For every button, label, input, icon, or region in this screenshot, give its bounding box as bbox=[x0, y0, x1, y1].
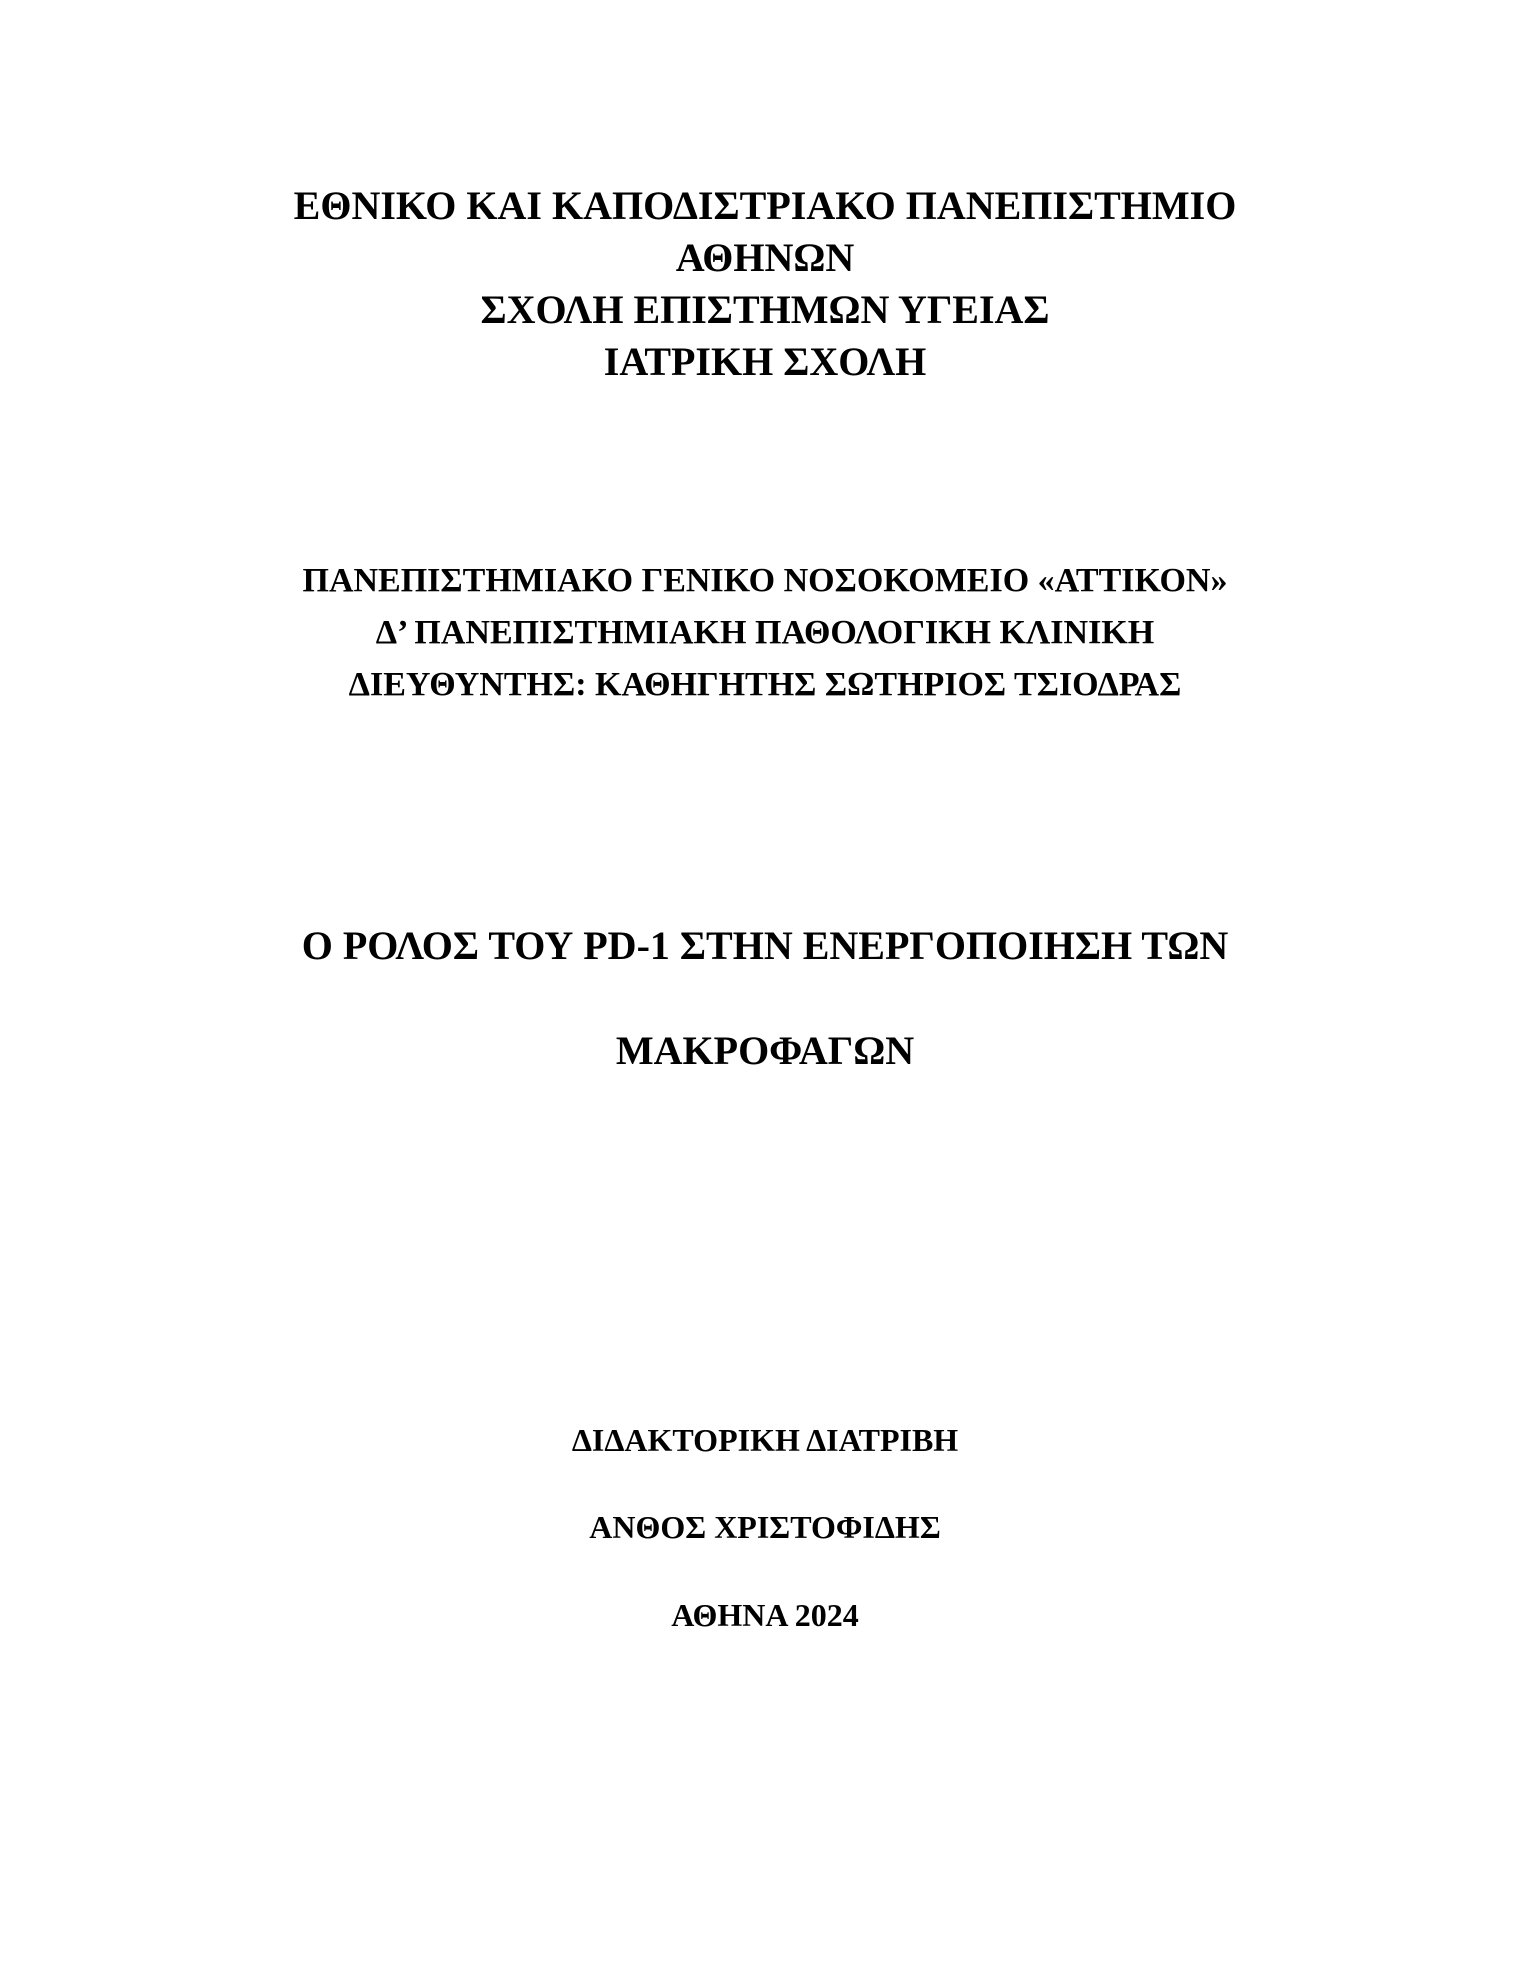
hospital-name: ΠΑΝΕΠΙΣΤΗΜΙΑΚΟ ΓΕΝΙΚΟ ΝΟΣΟΚΟΜΕΙΟ «ΑΤΤΙΚΟΝ» bbox=[302, 562, 1228, 599]
faculty-name: ΙΑΤΡΙΚΗ ΣΧΟΛΗ bbox=[603, 339, 927, 384]
author-name: ΑΝΘΟΣ ΧΡΙΣΤΟΦΙΔΗΣ bbox=[589, 1509, 941, 1545]
thesis-type: ΔΙΔΑΚΤΟΡΙΚΗ ΔΙΑΤΡΙΒΗ bbox=[571, 1422, 959, 1458]
thesis-title-line1: Ο ΡΟΛΟΣ ΤΟΥ PD-1 ΣΤΗΝ ΕΝΕΡΓΟΠΟΙΗΣΗ ΤΩΝ bbox=[301, 923, 1229, 968]
director-name: ΔΙΕΥΘΥΝΤΗΣ: ΚΑΘΗΓΗΤΗΣ ΣΩΤΗΡΙΟΣ ΤΣΙΟΔΡΑΣ bbox=[348, 666, 1182, 703]
university-name-line2: ΑΘΗΝΩΝ bbox=[675, 235, 855, 280]
thesis-title-line2: ΜΑΚΡΟΦΑΓΩΝ bbox=[615, 1028, 915, 1073]
university-name-line1: ΕΘΝΙΚΟ ΚΑΙ ΚΑΠΟΔΙΣΤΡΙΑΚΟ ΠΑΝΕΠΙΣΤΗΜΙΟ bbox=[293, 183, 1237, 228]
school-name: ΣΧΟΛΗ ΕΠΙΣΤΗΜΩΝ ΥΓΕΙΑΣ bbox=[480, 287, 1050, 332]
clinic-name: Δ’ ΠΑΝΕΠΙΣΤΗΜΙΑΚΗ ΠΑΘΟΛΟΓΙΚΗ ΚΛΙΝΙΚΗ bbox=[375, 614, 1155, 651]
place-year: ΑΘΗΝΑ 2024 bbox=[671, 1597, 859, 1633]
